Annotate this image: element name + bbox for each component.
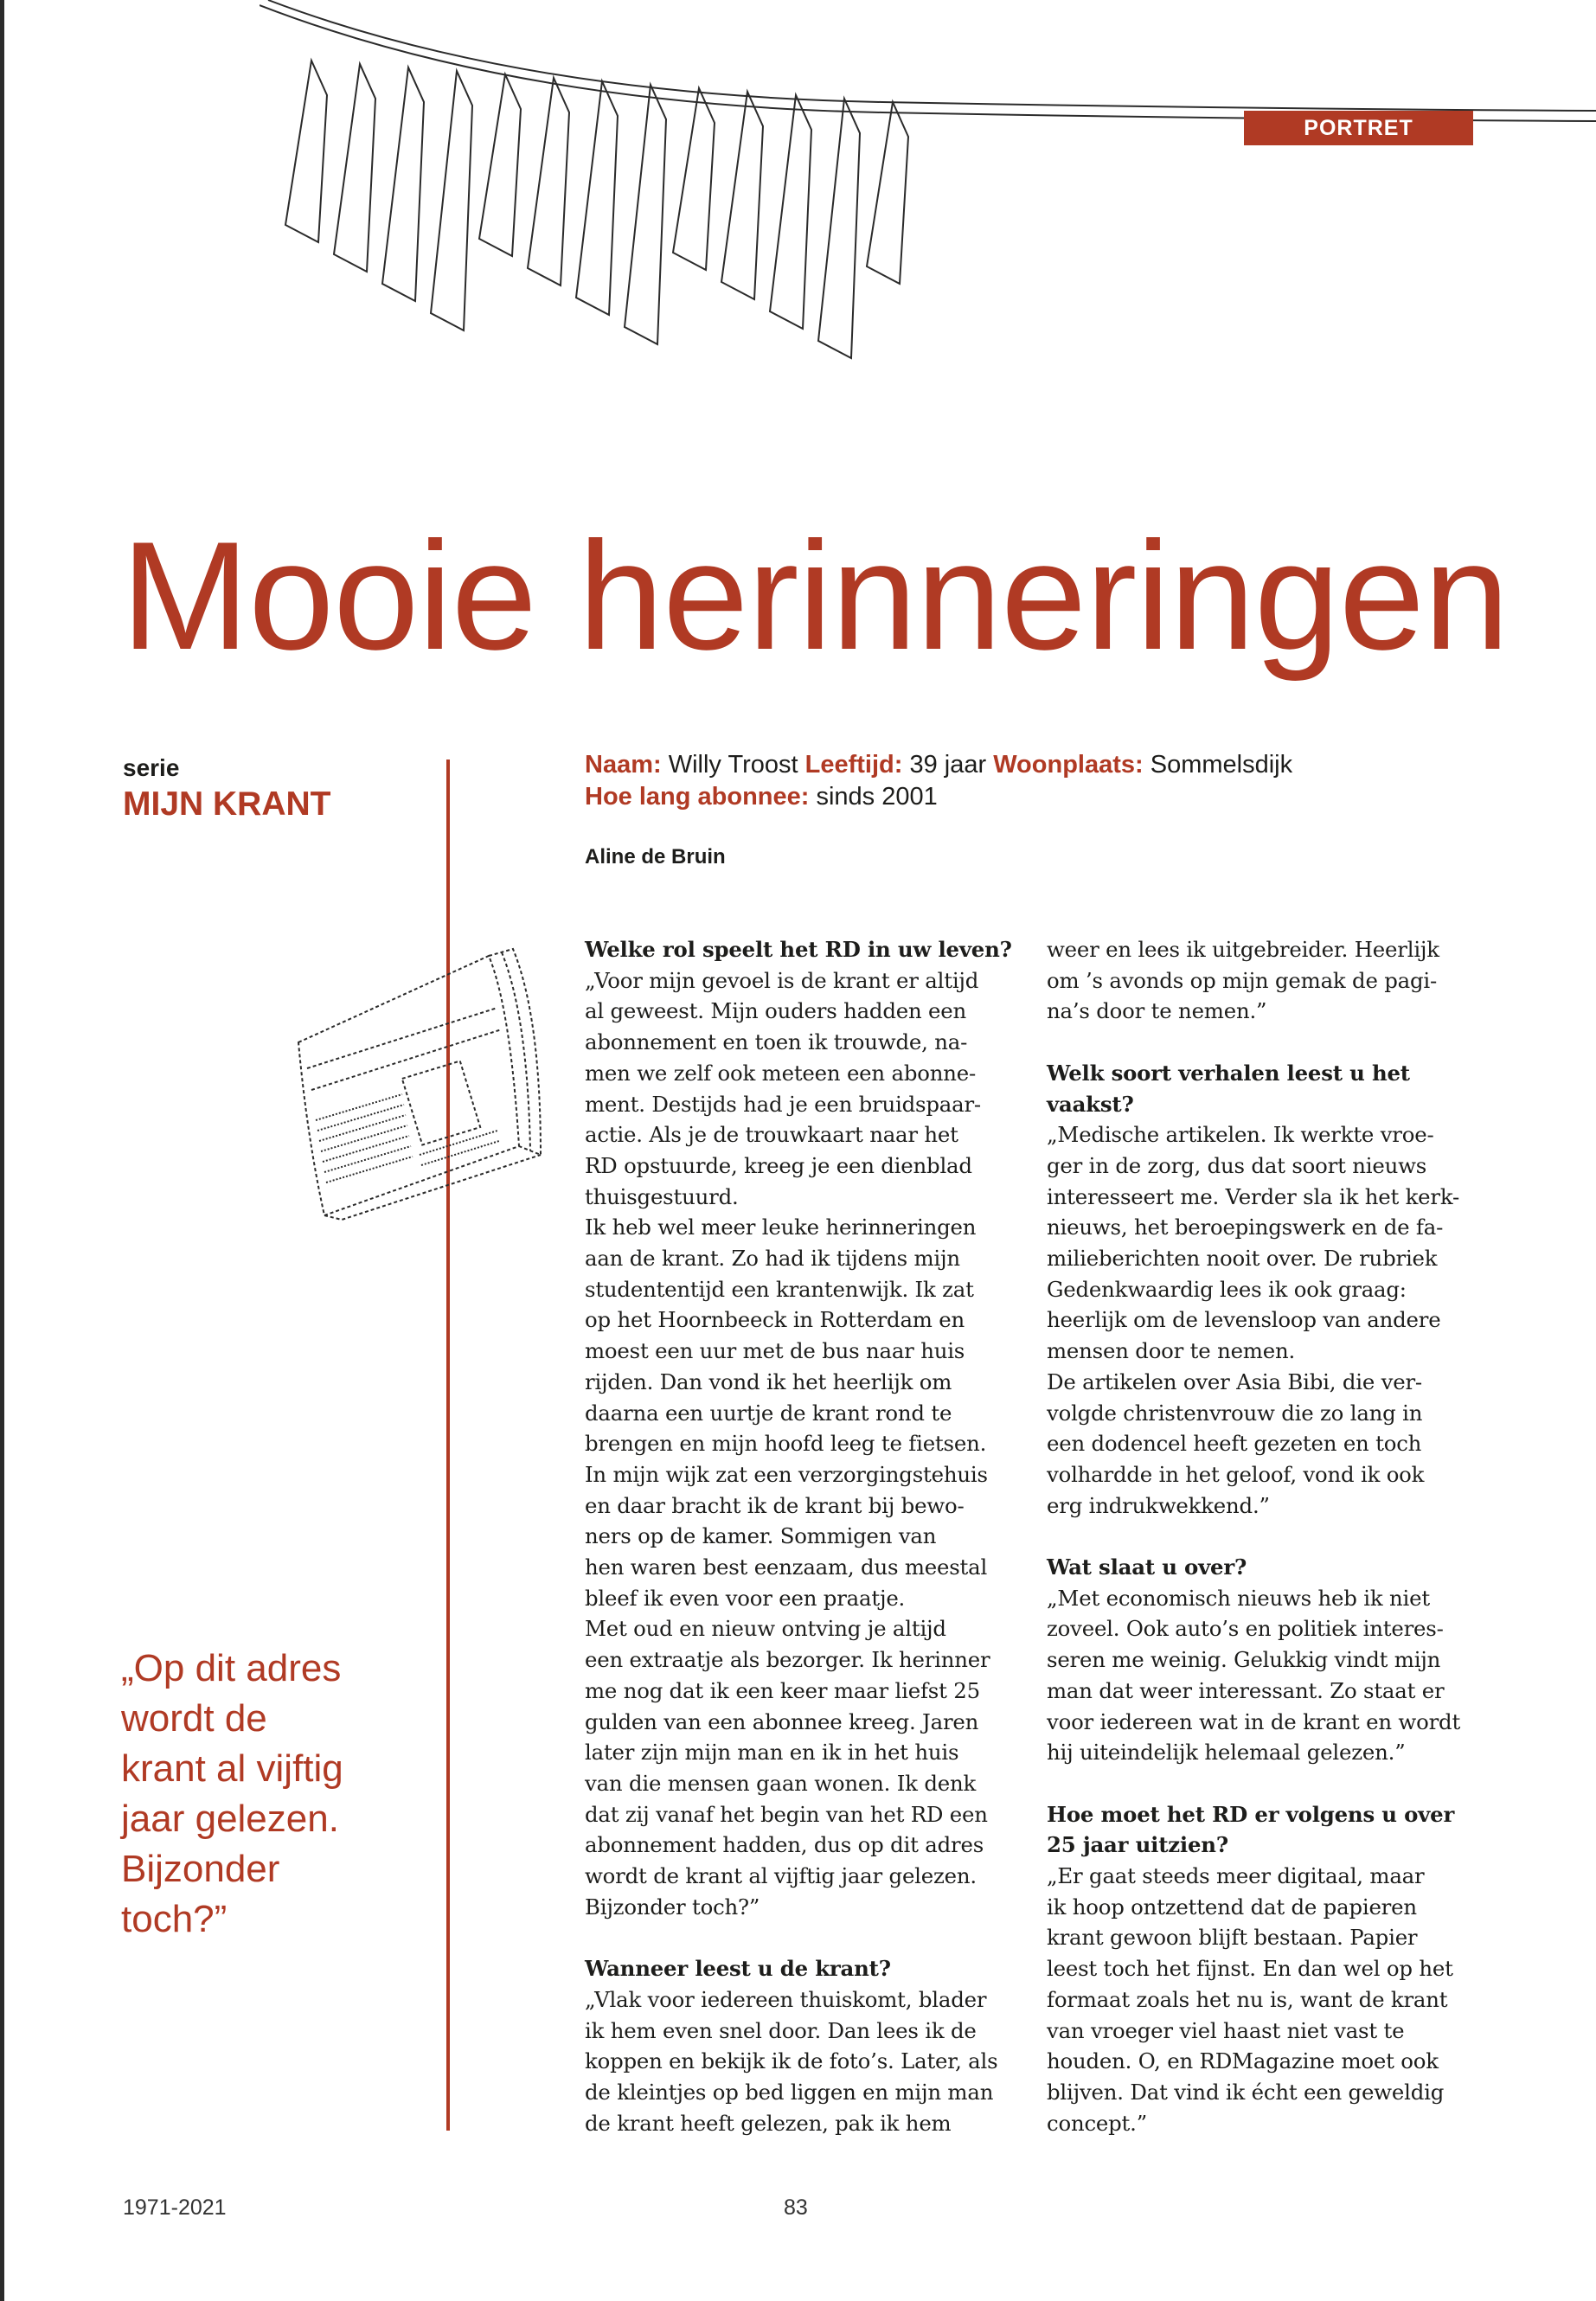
city-value: Sommelsdijk xyxy=(1150,751,1293,779)
body-line: krant gewoon blijft bestaan. Papier xyxy=(1047,1925,1418,1951)
pull-quote-line: toch?” xyxy=(121,1898,228,1940)
bunting-flag xyxy=(285,61,327,242)
footer-years: 1971-2021 xyxy=(123,2195,227,2220)
body-line: man dat weer interessant. Zo staat er xyxy=(1047,1677,1445,1703)
body-line: een extraatje als bezorger. Ik herinner xyxy=(585,1647,990,1673)
body-line: rijden. Dan vond ik het heerlijk om xyxy=(585,1368,952,1394)
body-line: me nog dat ik een keer maar liefst 25 xyxy=(585,1677,980,1703)
body-line: actie. Als je de trouwkaart naar het xyxy=(585,1122,958,1148)
bunting-flag xyxy=(625,85,666,344)
body-line: seren me weinig. Gelukkig vindt mijn xyxy=(1047,1647,1441,1673)
interview-question: vaakst? xyxy=(1047,1091,1134,1117)
pull-quote-line: wordt de xyxy=(121,1697,267,1740)
bunting-flag xyxy=(528,78,569,285)
bunting-flag xyxy=(431,71,472,330)
bunting-flag xyxy=(721,92,763,299)
body-line: erg indrukwekkend.” xyxy=(1047,1492,1270,1518)
profile-box xyxy=(585,749,1292,813)
body-line: mensen door te nemen. xyxy=(1047,1338,1296,1364)
body-line: „Er gaat steeds meer digitaal, maar xyxy=(1047,1863,1425,1889)
section-tag: PORTRET xyxy=(1244,111,1473,145)
bunting-flag xyxy=(334,64,375,272)
paragraph-gap xyxy=(585,1923,1017,1954)
body-line: al geweest. Mijn ouders hadden een xyxy=(585,998,967,1024)
pull-quote xyxy=(121,1644,407,1945)
body-line: daarna een uurtje de krant rond te xyxy=(585,1400,952,1426)
body-line: de kleintjes op bed liggen en mijn man xyxy=(585,2080,994,2105)
bunting-flag xyxy=(770,95,811,329)
body-line: blijven. Dat vind ik écht een geweldig xyxy=(1047,2079,1445,2105)
body-line: ik hoop ontzettend dat de papieren xyxy=(1047,1894,1417,1920)
interview-question: Welke rol speelt het RD in uw leven? xyxy=(585,937,1012,962)
pull-quote-line: krant al vijftig xyxy=(121,1747,343,1790)
body-line: abonnement hadden, dus op dit adres xyxy=(585,1832,984,1858)
age-value: 39 jaar xyxy=(909,751,987,779)
bunting-flag xyxy=(576,81,618,315)
body-line: RD opstuurde, kreeg je een dienblad xyxy=(585,1152,972,1178)
body-line: wordt de krant al vijftig jaar gelezen. xyxy=(585,1863,977,1889)
body-line: „Voor mijn gevoel is de krant er altijd xyxy=(585,967,979,993)
body-line: bleef ik even voor een praatje. xyxy=(585,1585,906,1611)
series-label: serie xyxy=(123,754,180,781)
body-line: de krant heeft gelezen, pak ik hem xyxy=(585,2110,952,2136)
article-column-1 xyxy=(585,934,1017,2138)
pull-quote-line: jaar gelezen. xyxy=(121,1798,339,1840)
body-line: Ik heb wel meer leuke herinneringen xyxy=(585,1215,977,1240)
body-line: van die mensen gaan wonen. Ik denk xyxy=(585,1770,977,1796)
body-line: op het Hoornbeeck in Rotterdam en xyxy=(585,1307,965,1333)
body-line: concept.” xyxy=(1047,2110,1147,2136)
page-spine xyxy=(0,0,4,2301)
body-line: hen waren best eenzaam, dus meestal xyxy=(585,1554,988,1580)
body-line: aan de krant. Zo had ik tijdens mijn xyxy=(585,1246,960,1272)
author-byline: Aline de Bruin xyxy=(585,845,726,868)
since-value: sinds 2001 xyxy=(816,783,938,811)
pull-quote-line: Bijzonder xyxy=(121,1848,280,1890)
body-line: dat zij vanaf het begin van het RD een xyxy=(585,1801,988,1827)
since-label: Hoe lang abonnee: xyxy=(585,783,810,811)
body-line: In mijn wijk zat een verzorgingstehuis xyxy=(585,1461,988,1487)
body-line: „Vlak voor iedereen thuiskomt, blader xyxy=(585,1986,987,2012)
body-line: „Met economisch nieuws heb ik niet xyxy=(1047,1585,1430,1611)
body-line: milieberichten nooit over. De rubriek xyxy=(1047,1246,1438,1272)
bunting-flag xyxy=(382,67,424,301)
body-line: volhardde in het geloof, vond ik ook xyxy=(1047,1461,1425,1487)
body-line: formaat zoals het nu is, want de krant xyxy=(1047,1986,1448,2012)
newspaper-icon xyxy=(290,939,549,1224)
body-line: na’s door te nemen.” xyxy=(1047,998,1267,1024)
body-line: voor iedereen wat in de krant en wordt xyxy=(1047,1708,1461,1734)
name-value: Willy Troost xyxy=(668,751,798,779)
body-line: houden. O, en RDMagazine moet ook xyxy=(1047,2048,1439,2074)
article-column-2 xyxy=(1047,934,1479,2138)
body-line: „Medische artikelen. Ik werkte vroe- xyxy=(1047,1122,1434,1148)
age-label: Leeftijd: xyxy=(804,751,903,779)
name-label: Naam: xyxy=(585,751,662,779)
bunting-flag xyxy=(818,99,860,358)
pull-quote-line: „Op dit adres xyxy=(121,1647,342,1689)
body-line: volgde christenvrouw die zo lang in xyxy=(1047,1400,1423,1426)
city-label: Woonplaats: xyxy=(993,751,1144,779)
body-line: weer en lees ik uitgebreider. Heerlijk xyxy=(1047,937,1439,962)
body-line: De artikelen over Asia Bibi, die ver- xyxy=(1047,1368,1422,1394)
paragraph-gap xyxy=(1047,1027,1479,1058)
body-line: ik hem even snel door. Dan lees ik de xyxy=(585,2017,977,2043)
body-line: thuisgestuurd. xyxy=(585,1183,739,1209)
body-line: gulden van een abonnee kreeg. Jaren xyxy=(585,1708,979,1734)
body-line: een dodencel heeft gezeten en toch xyxy=(1047,1431,1422,1457)
body-line: moest een uur met de bus naar huis xyxy=(585,1338,965,1364)
body-line: nieuws, het beroepingswerk en de fa- xyxy=(1047,1215,1444,1240)
bunting-flag xyxy=(479,74,521,256)
page-title: Mooie herinneringen xyxy=(121,510,1509,682)
body-line: interesseert me. Verder sla ik het kerk- xyxy=(1047,1183,1460,1209)
body-line: brengen en mijn hoofd leeg te fietsen. xyxy=(585,1431,987,1457)
series-name: MIJN KRANT xyxy=(123,785,331,823)
body-line: ment. Destijds had je een bruidspaar- xyxy=(585,1091,981,1117)
body-line: heerlijk om de levensloop van andere xyxy=(1047,1307,1441,1333)
body-line: Met oud en nieuw ontving je altijd xyxy=(585,1616,946,1642)
body-line: Gedenkwaardig lees ik ook graag: xyxy=(1047,1276,1407,1302)
profile-line-1 xyxy=(585,749,1292,781)
bunting-flag xyxy=(867,102,908,284)
body-line: leest toch het fijnst. En dan wel op het xyxy=(1047,1956,1453,1982)
interview-question: Wanneer leest u de krant? xyxy=(585,1956,891,1982)
body-line: ger in de zorg, dus dat soort nieuws xyxy=(1047,1152,1427,1178)
interview-question: Hoe moet het RD er volgens u over xyxy=(1047,1801,1455,1827)
interview-question: 25 jaar uitzien? xyxy=(1047,1832,1228,1858)
body-line: Bijzonder toch?” xyxy=(585,1894,760,1920)
body-line: men we zelf ook meteen een abonne- xyxy=(585,1060,977,1086)
body-line: abonnement en toen ik trouwde, na- xyxy=(585,1029,968,1055)
body-line: studententijd een krantenwijk. Ik zat xyxy=(585,1276,974,1302)
page-number: 83 xyxy=(784,2195,808,2220)
bunting-flag xyxy=(673,88,715,270)
body-line: zoveel. Ook auto’s en politiek interes- xyxy=(1047,1616,1444,1642)
body-line: en daar bracht ik de krant bij bewo- xyxy=(585,1492,965,1518)
body-line: hij uiteindelijk helemaal gelezen.” xyxy=(1047,1740,1406,1766)
body-line: later zijn mijn man en ik in het huis xyxy=(585,1740,959,1766)
body-line: ners op de kamer. Sommigen van xyxy=(585,1523,937,1549)
bunting-illustration xyxy=(260,0,1596,407)
body-line: koppen en bekijk ik de foto’s. Later, als xyxy=(585,2048,998,2074)
profile-line-2 xyxy=(585,781,1292,813)
body-line: om ’s avonds op mijn gemak de pagi- xyxy=(1047,967,1438,993)
interview-question: Welk soort verhalen leest u het xyxy=(1047,1060,1410,1086)
paragraph-gap xyxy=(1047,1521,1479,1552)
interview-question: Wat slaat u over? xyxy=(1047,1554,1247,1580)
paragraph-gap xyxy=(1047,1768,1479,1799)
body-line: van vroeger viel haast niet vast te xyxy=(1047,2017,1405,2043)
